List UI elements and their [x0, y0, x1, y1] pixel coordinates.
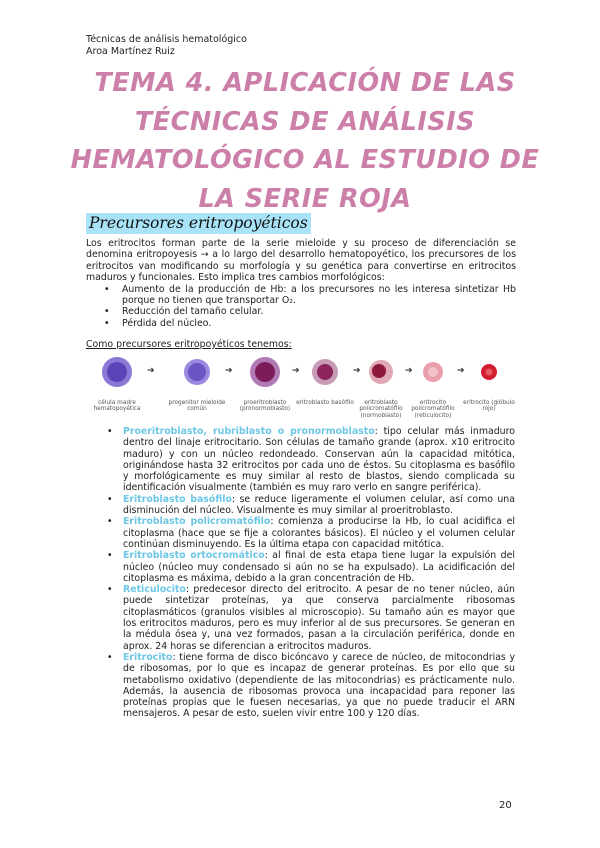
list-item: • Pérdida del núcleo. — [104, 317, 212, 329]
definition: : al final de esta etapa tiene lugar la expulsión del núcleo (núcleo muy condensado si aún no se ha expulsado). La acidificación del citoplasma es máxima, debido a la gran concentración de Hb. — [123, 550, 515, 584]
reticulocyte-figure — [409, 354, 457, 419]
erythrocyte-icon — [465, 354, 513, 398]
erythropoiesis-diagram — [87, 354, 515, 424]
arrow-icon: ➔ — [147, 366, 155, 376]
bullet-icon: • — [107, 516, 113, 528]
arrow-icon: ➔ — [292, 366, 300, 376]
bullet-icon: • — [107, 651, 113, 663]
term: Eritroblasto ortocromático — [123, 550, 265, 562]
diagram-label: célula madre hematopoyética — [93, 400, 141, 413]
diagram-label: eritrocito policromatófilo (reticulocito) — [411, 400, 455, 419]
bullet-icon: • — [104, 317, 110, 329]
term: Eritroblasto policromatófilo — [123, 516, 271, 528]
page-header — [86, 34, 247, 58]
list-item — [107, 426, 515, 494]
term: Eritroblasto basófilo — [123, 493, 232, 505]
definition: : comienza a producirse la Hb, lo cual acidifica el citoplasma (hace que se fije a colorantes básicos). El núcleo y el volumen celular continúan disminuyendo. Es la última etapa con capacidad mitótica. — [123, 516, 516, 550]
term: Proeritroblasto, rubriblasto o pronormoblasto — [123, 426, 375, 437]
changes-list — [86, 284, 516, 330]
list-item — [107, 494, 515, 517]
diagram-label: eritrocito (glóbulo rojo) — [463, 400, 515, 413]
proerythroblast-icon — [241, 354, 289, 398]
arrow-icon: ➔ — [457, 366, 465, 376]
arrow-icon: ➔ — [353, 366, 361, 376]
bullet-icon: • — [104, 283, 110, 295]
bullet-icon: • — [104, 306, 110, 318]
basophilic-erythroblast-figure — [296, 354, 354, 406]
precursors-intro: Como precursores eritropoyéticos tenemos: — [86, 339, 292, 350]
polychromatic-erythroblast-icon — [357, 354, 405, 398]
header-course: Técnicas de análisis hematológico — [86, 34, 247, 45]
polychromatic-erythroblast-figure — [357, 354, 405, 419]
intro-block — [86, 238, 516, 329]
intro-paragraph: Los eritrocitos forman parte de la serie mieloide y su proceso de diferenciación se denomina eritropoyesis → a lo largo del desarrollo hematopoyético, los precursores de los eritrocitos van modificando su morfología y su genética para convertirse en eritrocitos maduros y funcionales. Esto implica tres cambios morfológicos: — [86, 238, 516, 284]
stem-cell-figure — [93, 354, 141, 413]
page-title: TEMA 4. APLICACIÓN DE LAS TÉCNICAS DE ANÁLISIS HEMATOLÓGICO AL ESTUDIO DE LA SERIE ROJA — [70, 68, 540, 214]
bullet-icon: • — [107, 426, 113, 437]
diagram-label: proeritroblasto (pronormoblasto) — [239, 400, 291, 413]
section-heading-text: Precursores eritropoyéticos — [86, 213, 311, 234]
diagram-label: eritroblasto policromatófilo (normoblasto) — [359, 400, 403, 419]
bullet-icon: • — [107, 493, 113, 505]
list-item: • Aumento de la producción de Hb: a los precursores no les interesa sintetizar Hb porque no tienen que transportar O₂. — [104, 283, 516, 307]
precursors-list — [107, 426, 515, 720]
definition: : se reduce ligeramente el volumen celular, así como una disminución del núcleo. Visualmente es muy similar al proeritroblasto. — [123, 493, 515, 517]
diagram-label: progenitor mieloide común — [168, 400, 226, 413]
proerythroblast-figure — [239, 354, 291, 413]
diagram-label: eritroblasto basófilo — [296, 400, 354, 406]
list-item — [107, 516, 515, 550]
term: Reticulocito — [123, 584, 186, 596]
section-heading — [86, 213, 311, 234]
stem-cell-icon — [93, 354, 141, 398]
bullet-icon: • — [107, 584, 113, 596]
definition: : tipo celular más inmaduro dentro del linaje eritrocitario. Son células de tamaño grande (aprox. x10 eritrocito maduro) y con un núcleo redondeado. Conservan aún la capacidad mitótica, originándose hasta 32 eritrocitos por cada uno de éstos. Su citoplasma es basófilo y morfológicamente es muy similar al resto de blastos, siendo complicada su identificación visualmente (también es muy raro verlo en sangre periférica). — [123, 426, 516, 494]
list-item: • Reducción del tamaño celular. — [104, 306, 264, 318]
page-number: 20 — [499, 800, 512, 811]
header-author: Aroa Martínez Ruiz — [86, 46, 175, 57]
reticulocyte-icon — [409, 354, 457, 398]
myeloid-progenitor-figure — [168, 354, 226, 413]
list-item — [107, 550, 515, 584]
definition: : tiene forma de disco bicóncavo y carece de núcleo, de mitocondrias y de ribosomas, por lo que es incapaz de generar proteínas. Es por ello que su metabolismo oxidativo (dependiente de las mitocondrias) es prácticamente nulo. Además, la ausencia de ribosomas provoca una incapacidad para reponer las proteínas propias que le fuesen necesarias, ya que no puede traducir el ARN mensajeros. A pesar de esto, suelen vivir entre 100 y 120 días. — [123, 651, 515, 720]
list-item — [107, 652, 515, 720]
erythrocyte-figure — [463, 354, 515, 413]
progenitor-cell-icon — [173, 354, 221, 398]
definition: : predecesor directo del eritrocito. A pesar de no tener núcleo, aún puede sintetizar proteínas, ya que conserva parcialmente ribosomas citoplasmáticos (granulos visibles al microscopio). Su tamaño aún es mayor que los eritrocitos maduros, pero es muy inferior al de sus precursores. Se generan en la médula ósea y, una vez formados, pasan a la circulación periférica, donde en aprox. 24 horas se diferencian a eritrocitos maduros. — [123, 584, 515, 652]
bullet-icon: • — [107, 550, 113, 562]
arrow-icon: ➔ — [405, 366, 413, 376]
arrow-icon: ➔ — [225, 366, 233, 376]
term: Eritrocito — [123, 651, 173, 663]
basophilic-erythroblast-icon — [301, 354, 349, 398]
list-item — [107, 584, 515, 652]
